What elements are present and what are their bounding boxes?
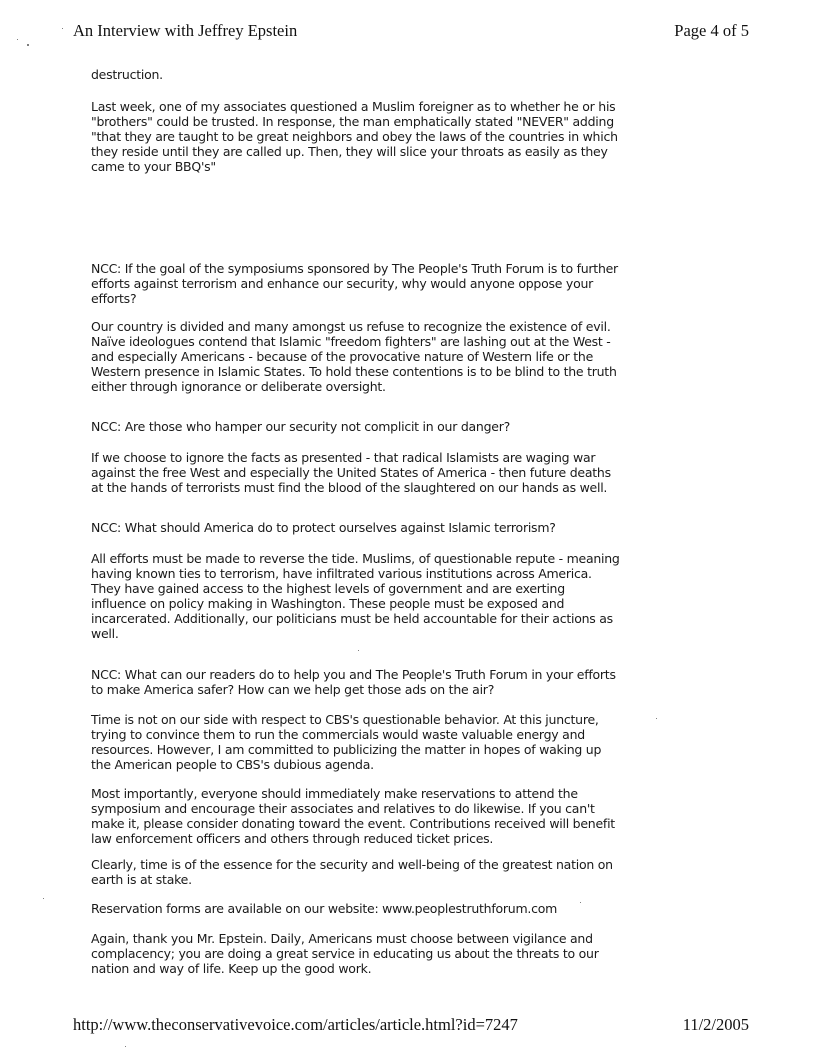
scan-speck [125, 1046, 126, 1047]
answer-country-divided: Our country is divided and many amongst us refuse to recognize the existence of evil. Naïve ideologues contend that Islamic "freedom fighters" are lashing out at the West - and especially Americans - because of the provocative nature of Western life or the Western presence in Islamic States. To hold these contentions is to be blind to the truth either through ignorance or deliberate oversight. [91, 319, 617, 394]
scan-speck [358, 650, 359, 651]
paragraph-reservation-forms: Reservation forms are available on our website: www.peoplestruthforum.com [91, 901, 558, 916]
page-number-indicator: Page 4 of 5 [674, 21, 749, 40]
scan-speck [62, 28, 63, 29]
question-protect-america: NCC: What should America do to protect ourselves against Islamic terrorism? [91, 520, 556, 535]
answer-reverse-tide: All efforts must be made to reverse the tide. Muslims, of questionable repute - meaning having known ties to terrorism, have infiltrated various institutions across America. They have gained access to the highest levels of government and are exerting influence on policy making in Washington. These people must be exposed and incarcerated. Additionally, our politicians must be held accountable for their actions as well. [91, 551, 620, 641]
paragraph-reservations: Most importantly, everyone should immediately make reservations to attend the symposium and encourage their associates and relatives to do likewise. If you can't make it, please consider donating toward the event. Contributions received will benefit law enforcement officers and others through reduced ticket prices. [91, 786, 615, 846]
scan-speck [17, 39, 18, 40]
answer-ignore-facts: If we choose to ignore the facts as presented - that radical Islamists are waging war against the free West and especially the United States of America - then future deaths at the hands of terrorists must find the blood of the slaughtered on our hands as well. [91, 450, 611, 495]
page-footer-url: http://www.theconservativevoice.com/articles/article.html?id=7247 [73, 1015, 518, 1034]
question-complicit: NCC: Are those who hamper our security not complicit in our danger? [91, 419, 511, 434]
question-symposium-goal: NCC: If the goal of the symposiums sponsored by The People's Truth Forum is to further efforts against terrorism and enhance our security, why would anyone oppose your efforts? [91, 261, 618, 306]
scan-speck [580, 902, 581, 903]
paragraph-associate-anecdote: Last week, one of my associates questioned a Muslim foreigner as to whether he or his "brothers" could be trusted. In response, the man emphatically stated "NEVER" adding "that they are taught to be great neighbors and obey the laws of the countries in which they reside until they are called up. Then, they will slice your throats as easily as they came to your BBQ's" [91, 99, 618, 174]
paragraph-destruction: destruction. [91, 67, 163, 82]
scan-speck [27, 44, 29, 46]
question-readers-help: NCC: What can our readers do to help you and The People's Truth Forum in your efforts to make America safer? How can we help get those ads on the air? [91, 667, 616, 697]
page-footer-date: 11/2/2005 [682, 1015, 749, 1034]
scan-speck [43, 898, 44, 899]
answer-time-not-on-side: Time is not on our side with respect to CBS's questionable behavior. At this juncture, trying to convince them to run the commercials would waste valuable energy and resources. However, I am committed to publicizing the matter in hopes of waking up the American people to CBS's dubious agenda. [91, 712, 602, 772]
paragraph-closing-thanks: Again, thank you Mr. Epstein. Daily, Americans must choose between vigilance and complacency; you are doing a great service in educating us about the threats to our nation and way of life. Keep up the good work. [91, 931, 599, 976]
paragraph-essence: Clearly, time is of the essence for the security and well-being of the greatest nation on earth is at stake. [91, 857, 613, 887]
page-header-title: An Interview with Jeffrey Epstein [73, 21, 298, 40]
scan-speck [656, 718, 657, 719]
